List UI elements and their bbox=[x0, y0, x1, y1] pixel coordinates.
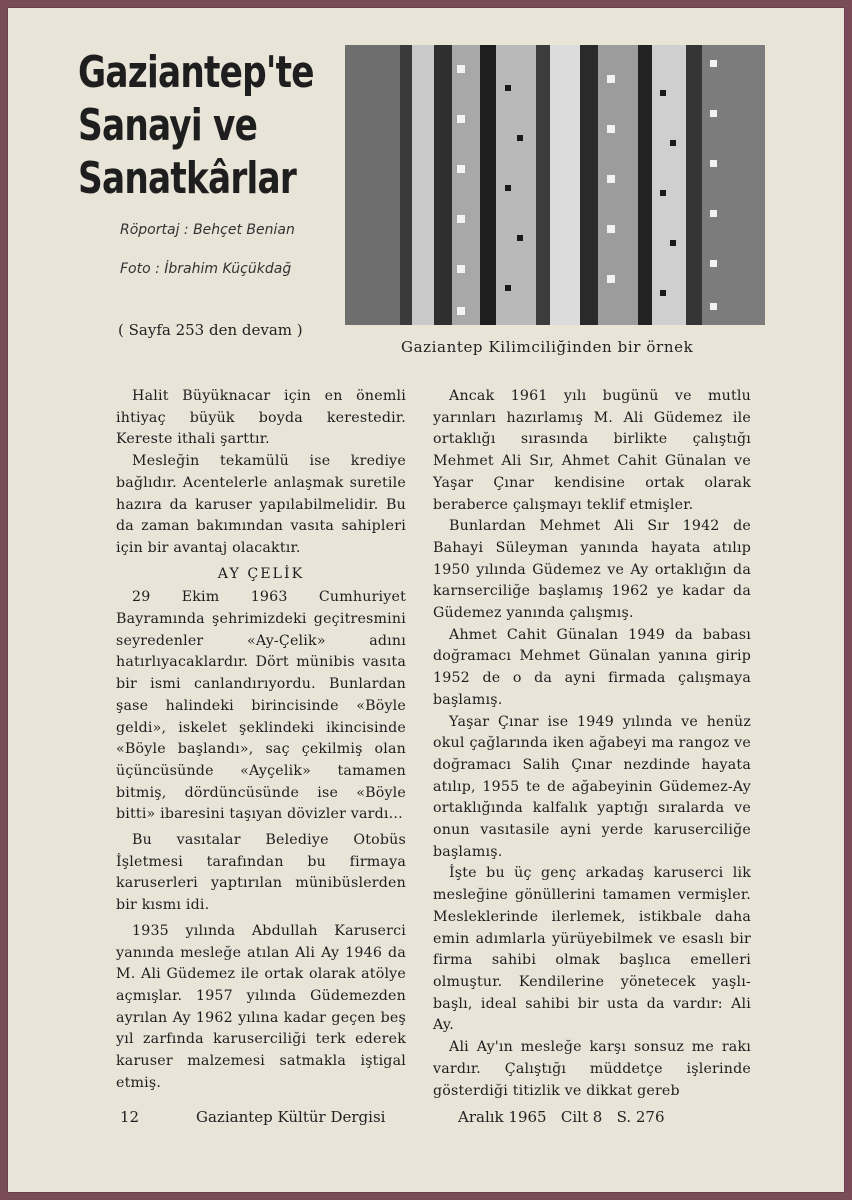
continued-note: ( Sayfa 253 den devam ) bbox=[118, 321, 303, 339]
page-number: 12 bbox=[120, 1108, 140, 1126]
photo-caption: Gaziantep Kilimciliğinden bir örnek bbox=[401, 338, 694, 356]
magazine-page bbox=[8, 8, 844, 1192]
title-line: Sanatkârlar bbox=[78, 153, 297, 204]
title-line: Gaziantep'te bbox=[78, 47, 314, 98]
paragraph: Halit Büyüknacar için en önemli ihtiyaç büyük boyda kerestedir. Kereste ithali şarttır. bbox=[116, 388, 406, 448]
title-line: Sanayi ve bbox=[78, 100, 258, 151]
paragraph: Ancak 1961 yılı bugünü ve mutlu yarınları hazırlamış M. Ali Güdemez ile ortaklığı sırasında birlikte çalıştığı Mehmet Ali Sır, Ahmet Cahit Günalan ve Yaşar Çınar kendisine ortak olarak beraberce çalışmayı teklif etmişler. bbox=[433, 388, 751, 513]
paragraph: Ali Ay'ın mesleğe karşı sonsuz me rakı vardır. Çalıştığı müddetçe işlerinde gösterdiği titizlik ve dikkat gereb bbox=[433, 1039, 751, 1099]
section-heading: AY ÇELİK bbox=[217, 565, 305, 582]
paragraph: Bunlardan Mehmet Ali Sır 1942 de Bahayi Süleyman yanında hayata atılıp 1950 yılında Güdemez ve Ay ortaklığın da karnserciliğe başlamış 1962 ye kadar da Güdemez yanında çalışmış. bbox=[433, 518, 751, 622]
paragraph: 29 Ekim 1963 Cumhuriyet Bayramında şehrimizdeki geçitresmini seyredenler «Ay-Çelik» adını hatırlıyacaklardır. Dört münibis vasıta bir ismi canlandırıyordu. Bunlardan şase halindeki birincisinde «Böyle geldi», iskelet şeklindeki ikincisinde «Böyle başlandı», saç çekilmiş olan üçüncüsünde «Ayçelik» tamamen bitmiş, dördüncüsünde ise «Böyle bitti» ibaresini taşıyan dövizler vardı... bbox=[116, 589, 406, 823]
paragraph: Mesleğin tekamülü ise krediye bağlıdır. Acentelerle anlaşmak suretile hazıra da karuser yapılabilmelidir. Bu da zaman bakımından vasıta sahipleri için bir avantaj olacaktır. bbox=[116, 453, 406, 556]
paragraph: Bu vasıtalar Belediye Otobüs İşletmesi tarafından bu firmaya karuserleri yaptırılan münibüslerden bir kısmı idi. bbox=[116, 832, 406, 914]
magazine-name: Gaziantep Kültür Dergisi bbox=[196, 1108, 386, 1126]
kilim-photo bbox=[345, 45, 765, 325]
kilim-pattern-image bbox=[345, 45, 765, 325]
left-column bbox=[116, 386, 406, 1095]
paragraph: Yaşar Çınar ise 1949 yılında ve henüz okul çağlarında iken ağabeyi ma rangoz ve doğramacı Salih Çınar nezdinde hayata atılıp, 1955 te de ağabeyinin Güdemez-Ay ortaklığında kalfalık yaptığı sıralarda ve onun vasıtasile ayni yerde karuserciliğe başlamış. bbox=[433, 713, 751, 860]
right-column bbox=[433, 386, 751, 1102]
paragraph: Ahmet Cahit Günalan 1949 da babası doğramacı Mehmet Günalan yanına girip 1952 de o da ayni firmada çalışmaya başlamış. bbox=[433, 626, 751, 708]
paragraph: 1935 yılında Abdullah Karuserci yanında mesleğe atılan Ali Ay 1946 da M. Ali Güdemez ile ortak olarak atölye açmışlar. 1957 yılında Güdemezden ayrılan Ay 1962 yılına kadar geçen beş yıl zarfında karuserciliği terk ederek karuser malzemesi satmakla iştigal etmiş. bbox=[116, 922, 406, 1091]
article-title bbox=[78, 46, 314, 205]
issue-info: Aralık 1965 Cilt 8 S. 276 bbox=[458, 1108, 665, 1126]
interview-credit: Röportaj : Behçet Benian bbox=[120, 222, 295, 238]
paragraph: İşte bu üç genç arkadaş karuserci lik mesleğine gönüllerini tamamen vermişler. Mesleklerinde ilerlemek, istikbale daha emin adımlarla yürüyebilmek ve esaslı bir firma sahibi olmak başlıca emelleri olmuştur. Kendilerine yönetecek yaşlı-başlı, ideal sahibi bir usta da vardır: Ali Ay. bbox=[433, 865, 751, 1034]
photo-credit: Foto : İbrahim Küçükdağ bbox=[120, 261, 292, 277]
